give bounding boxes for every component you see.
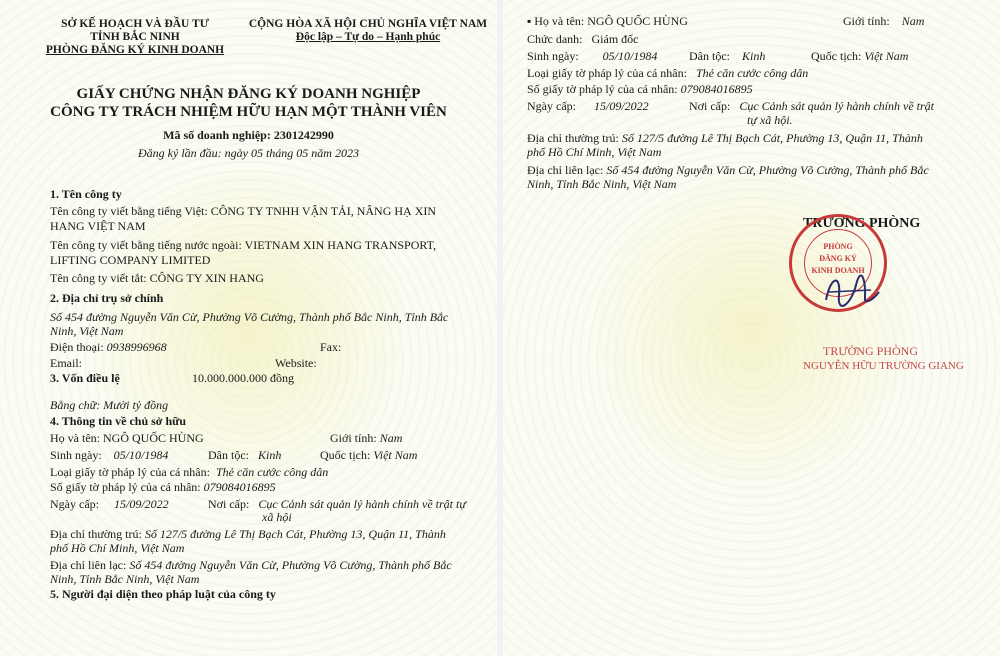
company-type-title: CÔNG TY TRÁCH NHIỆM HỮU HẠN MỘT THÀNH VIÊN [50,104,447,120]
head-office-address: Số 454 đường Nguyễn Văn Cừ, Phường Võ Cường, Thành phố Bắc Ninh, Tỉnh Bắc [50,310,449,324]
section-2-title: 2. Địa chỉ trụ sở chính [50,291,164,305]
rep-name: ▪ Họ và tên: NGÔ QUỐC HÙNG [527,14,688,28]
signer-title: TRƯỞNG PHÒNG [803,216,921,231]
signer-title-stamped: TRƯỞNG PHÒNG [823,344,918,358]
rep-permanent-address-cont: phố Hồ Chí Minh, Việt Nam [527,145,662,159]
company-short-name: Tên công ty viết tắt: CÔNG TY XIN HANG [50,271,264,285]
signer-name: NGUYỄN HỮU TRƯỜNG GIANG [803,360,964,372]
rep-title: Chức danh: Giám đốc [527,32,639,46]
owner-contact-address: Địa chỉ liên lạc: Số 454 đường Nguyễn Văn Cừ, Phường Võ Cường, Thành phố Bắc [50,558,452,572]
rep-issue-date: Ngày cấp: 15/09/2022 [527,99,649,113]
owner-issue-date: Ngày cấp: 15/09/2022 [50,497,169,511]
owner-name: Họ và tên: NGÔ QUỐC HÙNG [50,431,204,445]
certificate-page-2 [503,0,1000,656]
owner-contact-address-cont: Ninh, Tỉnh Bắc Ninh, Việt Nam [50,572,200,586]
rep-issue-place-cont: tự xã hội. [747,113,793,127]
owner-issue-place: Nơi cấp: Cục Cảnh sát quản lý hành chính về trật tự [208,497,466,511]
owner-ethnic: Dân tộc: Kinh [208,448,282,462]
national-motto [248,18,488,44]
section-5-title: 5. Người đại diện theo pháp luật của công ty [50,587,276,601]
rep-contact-address: Địa chỉ liên lạc: Số 454 đường Nguyễn Văn Cừ, Phường Võ Cường, Thành phố Bắc [527,163,929,177]
document-title: GIẤY CHỨNG NHẬN ĐĂNG KÝ DOANH NGHIỆP [76,86,421,102]
charter-capital: 10.000.000.000 đồng [192,371,294,385]
rep-permanent-address: Địa chỉ thường trú: Số 127/5 đường Lê Thị Bạch Cát, Phường 13, Quận 11, Thành [527,131,923,145]
bullet-icon: ▪ [527,14,532,28]
rep-id-type: Loại giấy tờ pháp lý của cá nhân: Thẻ căn cước công dân [527,66,809,80]
signature-icon [821,270,881,310]
rep-gender: Giới tính: Nam [843,14,925,28]
owner-issue-place-cont: xã hội [262,510,292,524]
rep-id-number: Số giấy tờ pháp lý của cá nhân: 079084016895 [527,82,753,96]
rep-contact-address-cont: Ninh, Tỉnh Bắc Ninh, Việt Nam [527,177,677,191]
email-label: Email: [50,356,82,370]
section-3-title: 3. Vốn điều lệ [50,371,120,385]
seal-text-2: ĐĂNG KÝ [819,254,857,263]
authority-line-1: SỞ KẾ HOẠCH VÀ ĐẦU TƯ [61,18,209,30]
motto-line-1: CỘNG HÒA XÃ HỘI CHỦ NGHĨA VIỆT NAM [248,18,488,30]
first-registration: Đăng ký lần đầu: ngày 05 tháng 05 năm 2023 [138,146,359,160]
owner-permanent-address-cont: phố Hồ Chí Minh, Việt Nam [50,541,185,555]
rep-dob: Sinh ngày: 05/10/1984 [527,49,658,63]
rep-ethnic: Dân tộc: Kinh [689,49,766,63]
website-label: Website: [275,356,317,370]
authority-line-3: PHÒNG ĐĂNG KÝ KINH DOANH [45,44,225,56]
owner-nationality: Quốc tịch: Việt Nam [320,448,418,462]
company-name-vn-cont: HANG VIỆT NAM [50,219,146,233]
phone: Điện thoại: 0938996968 [50,340,167,354]
authority-line-2: TỈNH BẮC NINH [90,31,180,43]
seal-text-3: KINH DOANH [811,266,865,275]
section-4-title: 4. Thông tin về chủ sở hữu [50,414,187,428]
rep-nationality: Quốc tịch: Việt Nam [811,49,909,63]
certificate-page-1 [0,0,497,656]
owner-permanent-address: Địa chỉ thường trú: Số 127/5 đường Lê Thị Bạch Cát, Phường 13, Quận 11, Thành [50,527,446,541]
charter-capital-words: Bằng chữ: Mười tỷ đồng [50,398,169,412]
motto-line-2: Độc lập – Tự do – Hạnh phúc [295,31,441,43]
company-name-vn: Tên công ty viết bằng tiếng Việt: CÔNG TY TNHH VẬN TẢI, NÂNG HẠ XIN [50,204,437,218]
section-1-title: 1. Tên công ty [50,187,122,201]
fax-label: Fax: [320,340,342,354]
company-name-en: Tên công ty viết bằng tiếng nước ngoài: VIETNAM XIN HANG TRANSPORT, [50,238,437,252]
owner-id-type: Loại giấy tờ pháp lý của cá nhân: Thẻ căn cước công dân [50,465,329,479]
seal-text-1: PHÒNG [823,242,853,251]
rep-issue-place: Nơi cấp: Cục Cảnh sát quản lý hành chính về trật [689,99,934,113]
owner-id-number: Số giấy tờ pháp lý của cá nhân: 079084016895 [50,480,276,494]
tax-code: Mã số doanh nghiệp: 2301242990 [163,128,334,142]
owner-gender: Giới tính: Nam [330,431,403,445]
head-office-address-cont: Ninh, Việt Nam [50,324,124,338]
company-name-en-cont: LIFTING COMPANY LIMITED [50,253,211,267]
owner-dob: Sinh ngày: 05/10/1984 [50,448,169,462]
issuing-authority [40,18,230,57]
